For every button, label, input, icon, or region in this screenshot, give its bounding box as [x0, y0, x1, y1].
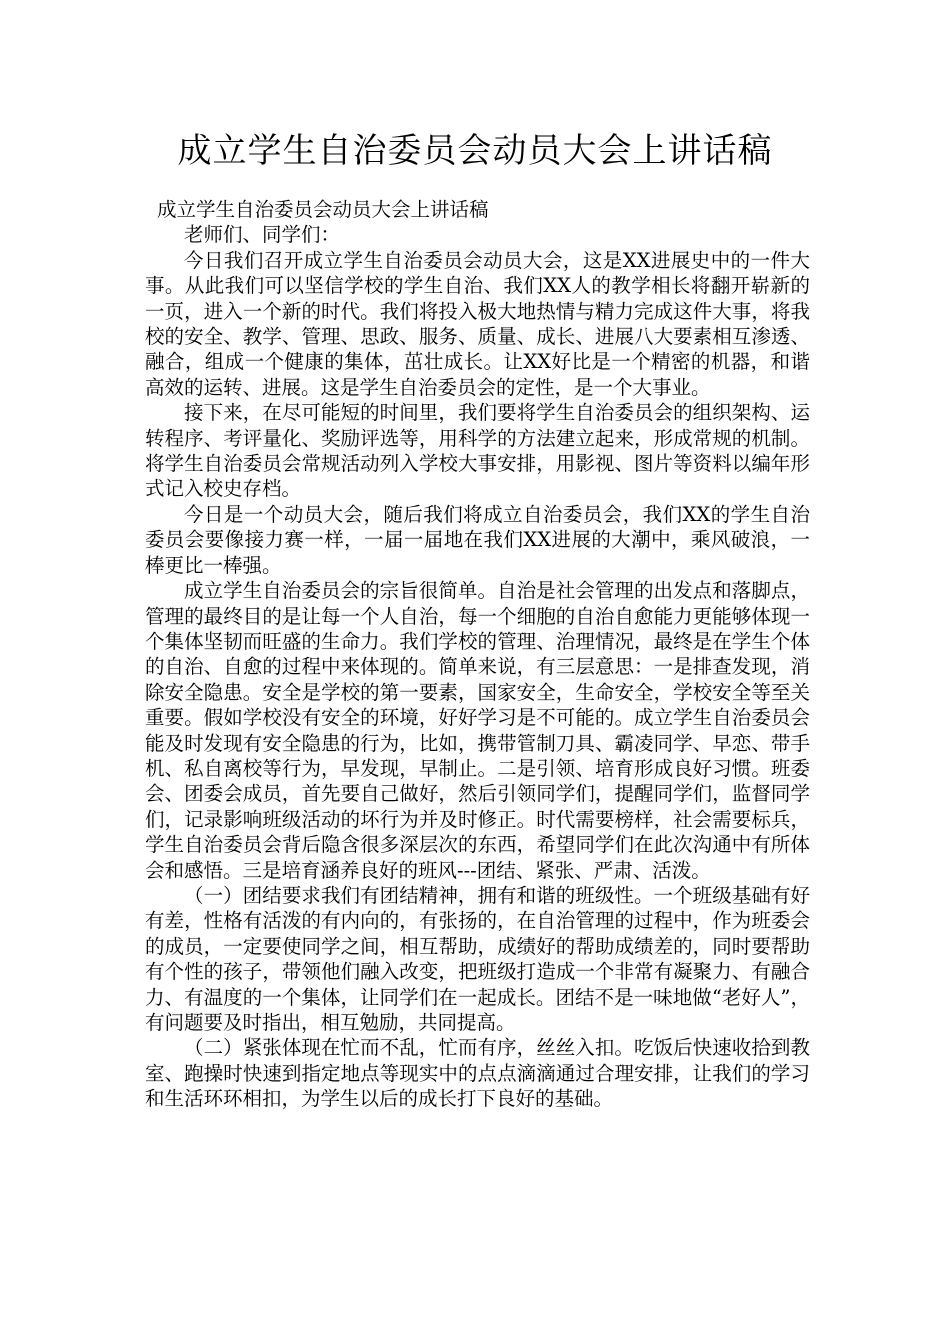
paragraph: 接下来，在尽可能短的时间里，我们要将学生自治委员会的组织架构、运转程序、考评量化、奖励评选等，用科学的方法建立起来，形成常规的机制。将学生自治委员会常规活动列入学校大事安排，用影视、图片等资料以编年形式记入校史存档。 [145, 401, 810, 501]
paragraph: 今日是一个动员大会，随后我们将成立自治委员会，我们XX的学生自治委员会要像接力赛一样，一届一届地在我们XX进展的大潮中，乘风破浪，一棒更比一棒强。 [145, 502, 810, 577]
paragraph: 成立学生自治委员会的宗旨很简单。自治是社会管理的出发点和落脚点，管理的最终目的是让每一个人自治，每一个细胞的自治自愈能力更能够体现一个集体坚韧而旺盛的生命力。我们学校的管理、治理情况，最终是在学生个体的自治、自愈的过程中来体现的。简单来说，有三层意思：一是排查发现，消除安全隐患。安全是学校的第一要素，国家安全，生命安全，学校安全等至关重要。假如学校没有安全的环境，好好学习是不可能的。成立学生自治委员会能及时发现有安全隐患的行为，比如，携带管制刀具、霸凌同学、早恋、带手机、私自离校等行为，早发现，早制止。二是引领、培育形成良好习惯。班委会、团委会成员，首先要自己做好，然后引领同学们，提醒同学们，监督同学们，记录影响班级活动的坏行为并及时修正。时代需要榜样，社会需要标兵，学生自治委员会背后隐含很多深层次的东西，希望同学们在此次沟通中有所体会和感悟。三是培育涵养良好的班风---团结、紧张、严肃、活泼。 [145, 579, 810, 882]
document-title: 成立学生自治委员会动员大会上讲话稿 [177, 131, 773, 171]
salutation: 老师们、同学们： [184, 223, 341, 247]
paragraph: （二）紧张体现在忙而不乱，忙而有序，丝丝入扣。吃饭后快速收拾到教室、跑操时快速到指定地点等现实中的点点滴滴通过合理安排，让我们的学习和生活环环相扣，为学生以后的成长打下良好的基础。 [145, 1036, 810, 1111]
document-body [145, 197, 810, 1112]
paragraph: 今日我们召开成立学生自治委员会动员大会，这是XX进展史中的一件大事。从此我们可以坚信学校的学生自治、我们XX人的教学相长将翻开崭新的一页，进入一个新的时代。我们将投入极大地热情与精力完成这件大事，将我校的安全、教学、管理、思政、服务、质量、成长、进展八大要素相互渗透、融合，组成一个健康的集体，茁壮成长。让XX好比是一个精密的机器，和谐高效的运转、进展。这是学生自治委员会的定性，是一个大事业。 [145, 248, 810, 399]
paragraph: （一）团结要求我们有团结精神，拥有和谐的班级性。一个班级基础有好有差，性格有活泼的有内向的，有张扬的，在自治管理的过程中，作为班委会的成员，一定要使同学之间，相互帮助，成绩好的帮助成绩差的，同时要帮助有个性的孩子，带领他们融入改变，把班级打造成一个非常有凝聚力、有融合力、有温度的一个集体，让同学们在一起成长。团结不是一味地做“老好人”，有问题要及时指出，相互勉励，共同提高。 [145, 883, 810, 1034]
document-subtitle: 成立学生自治委员会动员大会上讲话稿 [157, 198, 489, 221]
